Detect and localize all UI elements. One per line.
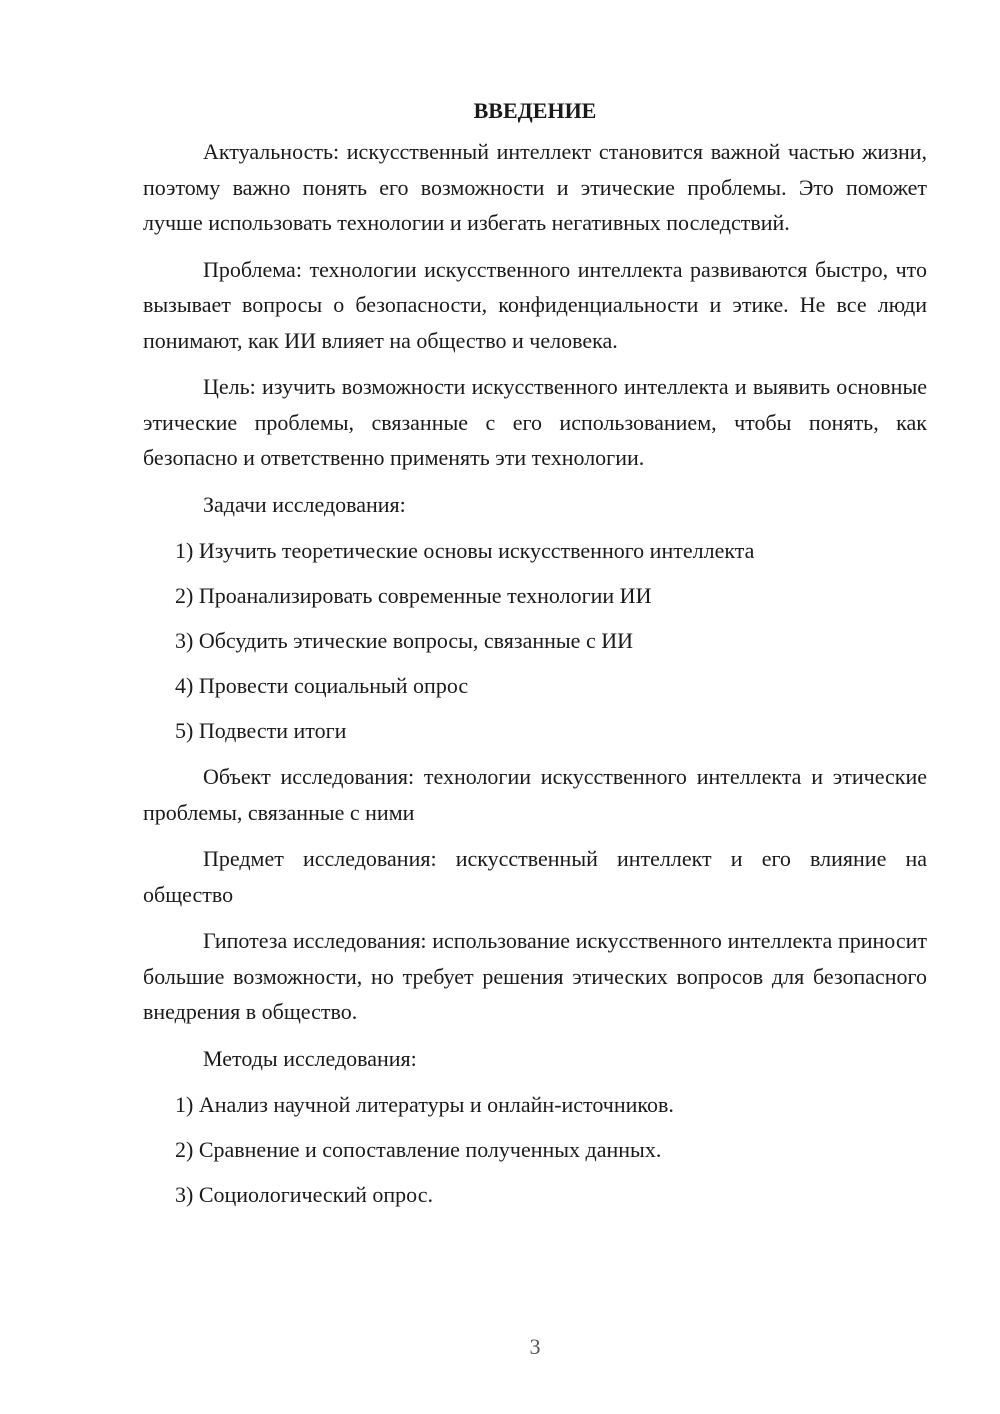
relevance-paragraph: Актуальность: искусственный интеллект становится важной частью жизни, поэтому важно понять его возможности и этические проблемы. Это поможет лучше использовать технологии и избегать негативных последствий. <box>143 139 927 235</box>
list-item: 1) Изучить теоретические основы искусственного интеллекта <box>175 538 755 563</box>
hypothesis-paragraph: Гипотеза исследования: использование искусственного интеллекта приносит большие возможности, но требует решения этических вопросов для безопасного внедрения в общество. <box>143 928 927 1024</box>
list-item: 4) Провести социальный опрос <box>175 673 469 698</box>
section-heading: ВВЕДЕНИЕ <box>473 98 597 123</box>
page-content <box>143 96 927 1223</box>
tasks-list <box>143 533 927 748</box>
list-item: 3) Обсудить этические вопросы, связанные с ИИ <box>175 628 633 653</box>
list-item: 5) Подвести итоги <box>175 718 347 743</box>
list-item: 2) Проанализировать современные технологии ИИ <box>175 583 652 608</box>
object-paragraph: Объект исследования: технологии искусственного интеллекта и этические проблемы, связанные с ними <box>143 764 927 825</box>
methods-title: Методы исследования: <box>203 1045 417 1071</box>
list-item: 3) Социологический опрос. <box>175 1182 433 1207</box>
goal-paragraph: Цель: изучить возможности искусственного интеллекта и выявить основные этические проблемы, связанные с его использованием, чтобы понять, как безопасно и ответственно применять эти технологии. <box>143 374 927 470</box>
subject-paragraph: Предмет исследования: искусственный интеллект и его влияние на общество <box>143 846 927 907</box>
methods-list <box>143 1087 927 1212</box>
list-item: 1) Анализ научной литературы и онлайн-источников. <box>175 1092 674 1117</box>
page-number: 3 <box>529 1334 541 1359</box>
tasks-title: Задачи исследования: <box>203 491 406 517</box>
list-item: 2) Сравнение и сопоставление полученных данных. <box>175 1137 662 1162</box>
problem-paragraph: Проблема: технологии искусственного интеллекта развиваются быстро, что вызывает вопросы о безопасности, конфиденциальности и этике. Не все люди понимают, как ИИ влияет на общество и человека. <box>143 256 927 353</box>
